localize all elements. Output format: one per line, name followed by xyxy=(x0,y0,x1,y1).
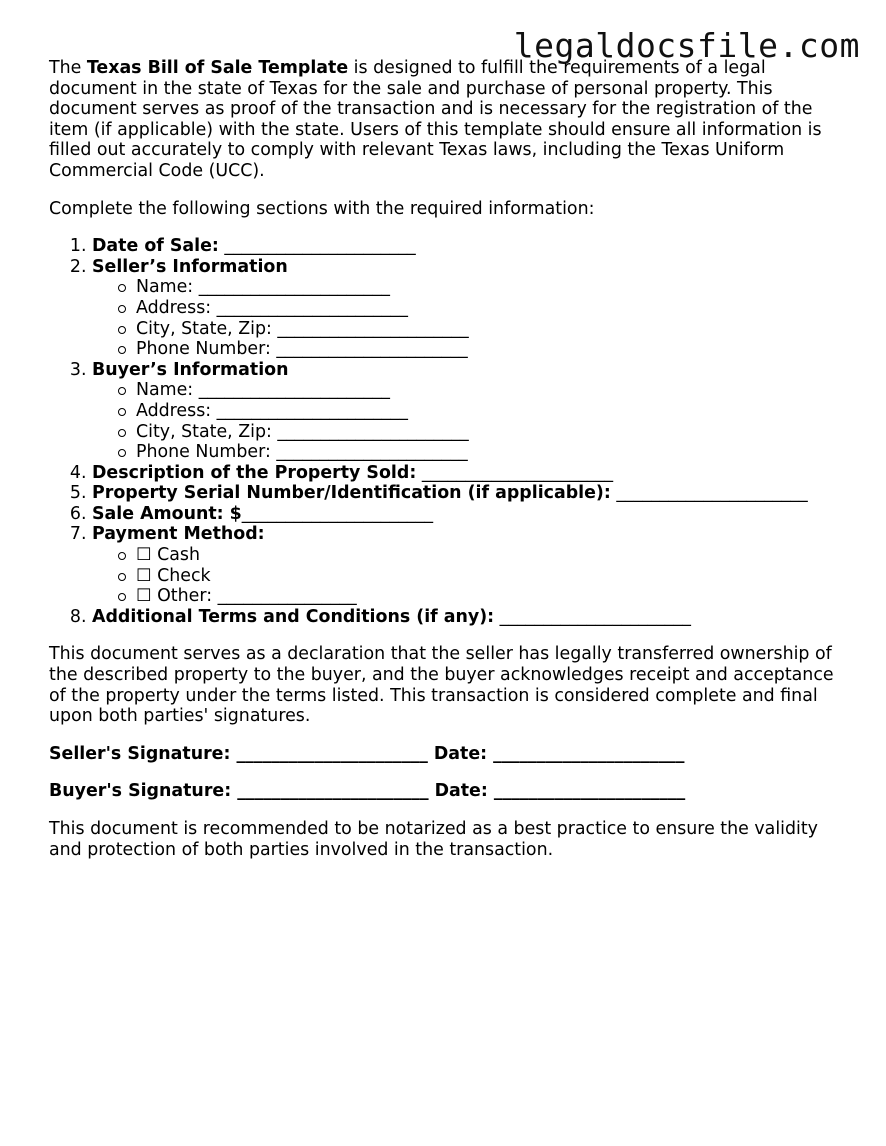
date-of-sale-blank[interactable]: ______________________ xyxy=(224,236,416,257)
buyer-address-field[interactable]: Address: ______________________ xyxy=(136,401,849,422)
document-body xyxy=(49,58,849,877)
seller-date-label: Date: xyxy=(433,743,488,764)
seller-signature-label: Seller's Signature: xyxy=(49,743,231,764)
seller-signature-blank[interactable]: ______________________ xyxy=(236,743,428,764)
payment-cash-checkbox[interactable]: ☐ Cash xyxy=(136,545,849,566)
buyer-phone-field[interactable]: Phone Number: ______________________ xyxy=(136,442,849,463)
description-label: Description of the Property Sold: xyxy=(92,462,417,483)
list-item-sale-amount xyxy=(92,504,849,525)
additional-terms-blank[interactable]: ______________________ xyxy=(499,606,691,627)
buyer-signature-line xyxy=(49,781,849,802)
payment-method-label: Payment Method: xyxy=(92,524,265,545)
list-item-seller-information xyxy=(92,257,849,360)
list-item-additional-terms xyxy=(92,607,849,628)
list-item-date-of-sale xyxy=(92,236,849,257)
buyer-city-state-zip-field[interactable]: City, State, Zip: ______________________ xyxy=(136,422,849,443)
additional-terms-label: Additional Terms and Conditions (if any): xyxy=(92,606,495,627)
buyer-name-field[interactable]: Name: ______________________ xyxy=(136,380,849,401)
list-item-serial-number xyxy=(92,483,849,504)
instructions: Complete the following sections with the required information: xyxy=(49,198,595,219)
buyer-signature-blank[interactable]: ______________________ xyxy=(237,781,429,802)
document-title: Texas Bill of Sale Template xyxy=(86,58,349,78)
intro-post: is designed to fulfill the requirements of a legal document in the state of Texas for the sale and purchase of personal property. This document serves as proof of the transaction and is necessary for the registration of the item (if applicable) with the state. Users of this template should ensure all information is filled out accurately to comply with relevant Texas laws, including the Texas Uniform Commercial Code (UCC). xyxy=(49,58,822,181)
serial-number-blank[interactable]: ______________________ xyxy=(616,483,808,504)
payment-options xyxy=(92,545,849,607)
date-of-sale-label: Date of Sale: xyxy=(92,236,219,257)
watermark-logo: legaldocsfile.com xyxy=(513,26,860,65)
intro-pre: The xyxy=(49,58,87,78)
buyer-date-blank[interactable]: ______________________ xyxy=(493,781,686,802)
buyer-information-label: Buyer’s Information xyxy=(92,359,289,380)
notary-note: This document is recommended to be notarized as a best practice to ensure the validity and protection of both parties involved in the transaction. xyxy=(49,819,818,860)
serial-number-label: Property Serial Number/Identification (if applicable): xyxy=(92,483,611,504)
seller-fields xyxy=(92,277,849,359)
buyer-fields xyxy=(92,380,849,462)
sale-amount-label: Sale Amount: $ xyxy=(92,503,242,524)
seller-phone-field[interactable]: Phone Number: ______________________ xyxy=(136,339,849,360)
buyer-signature-label: Buyer's Signature: xyxy=(49,781,232,802)
list-item-description xyxy=(92,463,849,484)
seller-information-label: Seller’s Information xyxy=(92,256,288,277)
payment-check-checkbox[interactable]: ☐ Check xyxy=(136,566,849,587)
declaration-paragraph: This document serves as a declaration that the seller has legally transferred ownership of the described property to the buyer, and the buyer acknowledges receipt and acceptance of the property under the terms listed. This transaction is considered complete and final upon both parties' signatures. xyxy=(49,644,834,727)
description-blank[interactable]: ______________________ xyxy=(421,462,614,483)
seller-date-blank[interactable]: ______________________ xyxy=(493,743,685,764)
seller-city-state-zip-field[interactable]: City, State, Zip: ______________________ xyxy=(136,319,849,340)
seller-address-field[interactable]: Address: ______________________ xyxy=(136,298,849,319)
form-sections-list xyxy=(49,236,849,627)
payment-other-checkbox[interactable]: ☐ Other: ________________ xyxy=(136,586,849,607)
sale-amount-blank[interactable]: ______________________ xyxy=(241,503,434,524)
intro-paragraph xyxy=(49,58,849,182)
buyer-date-label: Date: xyxy=(434,781,488,802)
list-item-payment-method xyxy=(92,524,849,606)
seller-signature-line xyxy=(49,744,849,765)
list-item-buyer-information xyxy=(92,360,849,463)
seller-name-field[interactable]: Name: ______________________ xyxy=(136,277,849,298)
